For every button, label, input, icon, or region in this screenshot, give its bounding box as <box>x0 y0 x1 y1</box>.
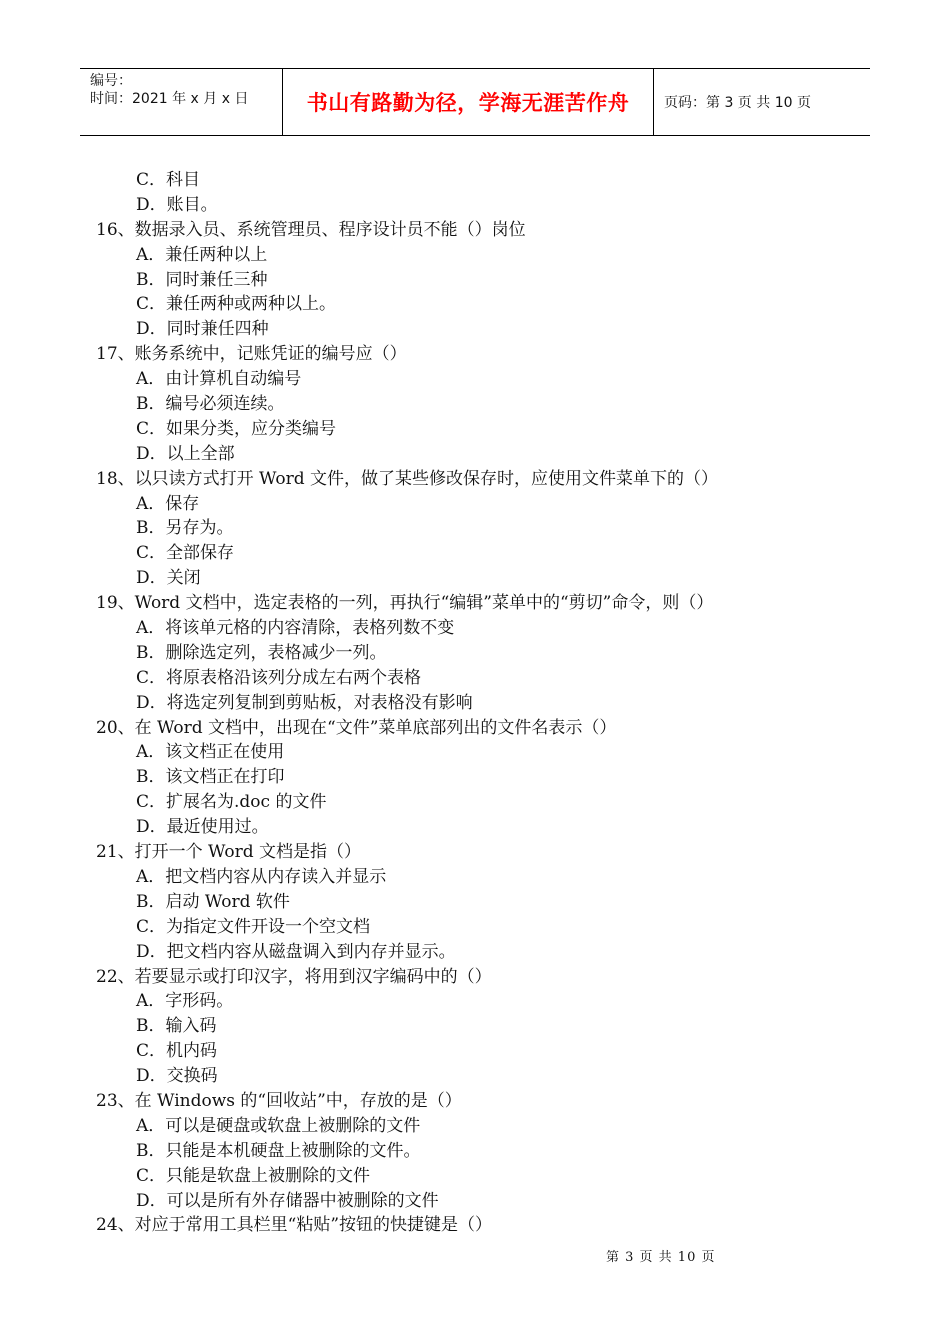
option-text: A．该文档正在使用 <box>136 742 285 763</box>
question-text: 24、对应于常用工具栏里“粘贴”按钮的快捷键是（） <box>96 1215 493 1236</box>
question-text: 23、在 Windows 的“回收站”中，存放的是（） <box>96 1090 462 1111</box>
question-text: 19、Word 文档中，选定表格的一列，再执行“编辑”菜单中的“剪切”命令，则（） <box>96 593 714 614</box>
option-text: D．最近使用过。 <box>136 817 269 838</box>
option-text: A．由计算机自动编号 <box>136 369 302 390</box>
option-text: C．全部保存 <box>136 543 235 564</box>
question-text: 22、若要显示或打印汉字，将用到汉字编码中的（） <box>96 966 492 987</box>
option-text: A．保存 <box>136 493 200 514</box>
header-meta <box>80 69 282 135</box>
option-text: B．启动 Word 软件 <box>136 891 290 912</box>
header-page-info: 页码：第 3 页 共 10 页 <box>664 95 811 111</box>
option-text: D．关闭 <box>136 568 201 589</box>
question-list <box>96 168 856 1238</box>
header-time-label: 时间：2021 年 x 月 x 日 <box>90 91 249 107</box>
question-text: 18、以只读方式打开 Word 文件，做了某些修改保存时，应使用文件菜单下的（） <box>96 468 719 489</box>
option-text: D．交换码 <box>136 1066 218 1087</box>
option-text: C．科目 <box>136 170 201 190</box>
option-text: B．输入码 <box>136 1016 217 1037</box>
option-text: A．将该单元格的内容清除，表格列数不变 <box>136 618 455 639</box>
option-text: D．以上全部 <box>136 443 235 464</box>
option-text: D．同时兼任四种 <box>136 319 269 340</box>
option-text: C．机内码 <box>136 1041 218 1062</box>
option-text: B．删除选定列，表格减少一列。 <box>136 642 387 663</box>
question-text: 20、在 Word 文档中，出现在“文件”菜单底部列出的文件名表示（） <box>96 717 617 738</box>
option-text: D．把文档内容从磁盘调入到内存并显示。 <box>136 941 456 962</box>
option-text: D．账目。 <box>136 194 218 215</box>
option-text: C．只能是软盘上被删除的文件 <box>136 1165 371 1186</box>
question-text: 21、打开一个 Word 文档是指（） <box>96 842 362 863</box>
option-text: A．兼任两种以上 <box>136 244 268 265</box>
option-text: B．编号必须连续。 <box>136 394 285 415</box>
option-text: B．该文档正在打印 <box>136 767 285 788</box>
header-motto: 书山有路勤为径，学海无涯苦作舟 <box>282 69 654 135</box>
header-number-label: 编号： <box>90 73 132 89</box>
option-text: C．将原表格沿该列分成左右两个表格 <box>136 667 422 688</box>
option-text: B．只能是本机硬盘上被删除的文件。 <box>136 1140 421 1161</box>
option-text: D．可以是所有外存储器中被删除的文件 <box>136 1190 439 1211</box>
page-footer: 第 3 页 共 10 页 <box>606 1250 716 1265</box>
page-header <box>80 68 870 136</box>
option-text: C．如果分类，应分类编号 <box>136 418 337 439</box>
option-text: D．将选定列复制到剪贴板，对表格没有影响 <box>136 692 473 713</box>
option-text: C．为指定文件开设一个空文档 <box>136 916 371 937</box>
option-text: C．扩展名为.doc 的文件 <box>136 792 327 813</box>
option-text: A．可以是硬盘或软盘上被删除的文件 <box>136 1115 421 1136</box>
question-text: 17、账务系统中，记账凭证的编号应（） <box>96 344 407 365</box>
option-text: B．另存为。 <box>136 518 234 539</box>
option-text: A．把文档内容从内存读入并显示 <box>136 866 387 887</box>
question-text: 16、数据录入员、系统管理员、程序设计员不能（）岗位 <box>96 219 526 240</box>
option-text: C．兼任两种或两种以上。 <box>136 294 337 315</box>
option-text: A．字形码。 <box>136 991 234 1012</box>
option-text: B．同时兼任三种 <box>136 269 268 290</box>
